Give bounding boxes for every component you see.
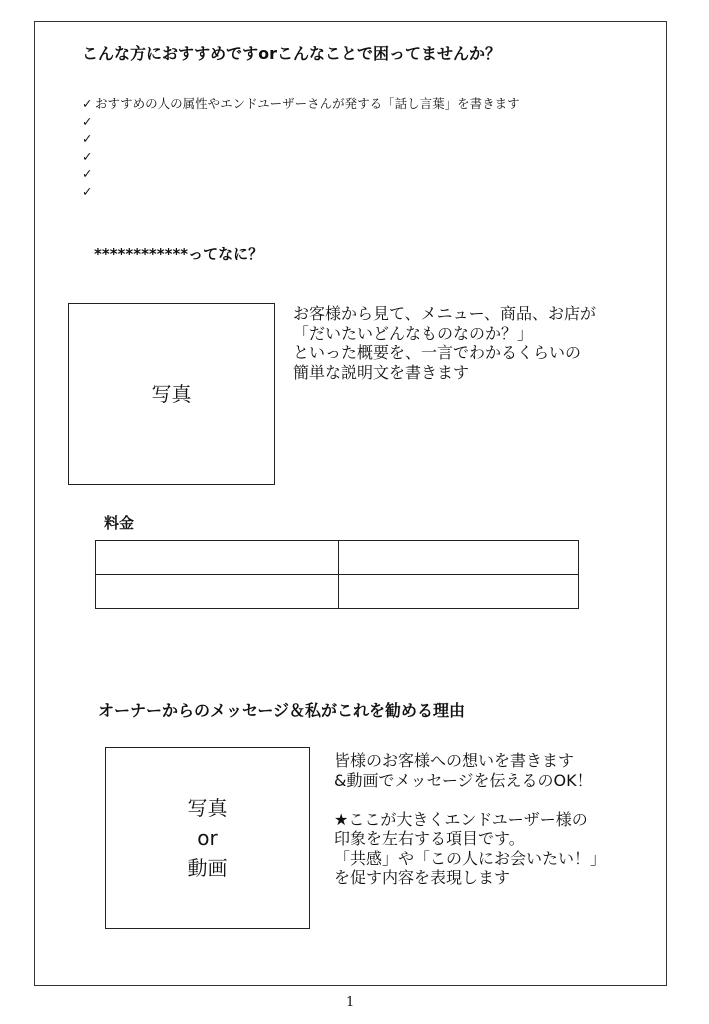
check-item (82, 183, 520, 201)
media-label (188, 793, 228, 883)
check-icon: ✓ (82, 96, 93, 111)
page-number: 1 (346, 995, 355, 1010)
message-line: を促す内容を表現します (334, 868, 511, 887)
table-row (96, 541, 579, 575)
description-line: 「だいたいどんなものなのか？」 (293, 323, 534, 343)
message-line: &動画でメッセージを伝えるのOK！ (334, 770, 593, 790)
check-item (82, 130, 520, 148)
check-icon: ✓ (82, 166, 93, 181)
pricing-heading: 料金 (104, 514, 135, 532)
media-label-line: 写真 (187, 796, 228, 820)
check-item (82, 165, 520, 183)
check-icon: ✓ (82, 113, 93, 129)
description-line: といった概要を、一言でわかるくらいの (293, 343, 582, 362)
recommendation-heading: こんな方におすすめですorこんなことで困ってませんか？ (82, 44, 502, 63)
check-icon: ✓ (82, 131, 93, 146)
message-line (334, 790, 606, 810)
description-line: お客様から見て、メニュー、商品、お店が (293, 304, 597, 323)
table-cell (339, 541, 579, 575)
table-cell (339, 575, 579, 609)
check-item (82, 148, 520, 166)
table-cell (96, 541, 339, 575)
check-icon: ✓ (82, 148, 93, 164)
check-icon: ✓ (82, 183, 93, 199)
media-placeholder (105, 747, 310, 929)
message-line: 皆様のお客様への想いを書きます (334, 751, 575, 770)
media-label-line: or (197, 826, 218, 850)
message-line: 「共感」や「この人にお会いたい！」 (334, 848, 607, 868)
product-description (293, 304, 596, 382)
check-item (82, 113, 520, 131)
owner-message-heading: オーナーからのメッセージ＆私がこれを勧める理由 (98, 701, 466, 720)
check-item-text: おすすめの人の属性やエンドユーザーさんが発する「話し言葉」を書きます (95, 96, 520, 111)
photo-label: 写真 (151, 382, 192, 406)
description-line: 簡単な説明文を書きます (293, 362, 470, 382)
product-intro-heading: ************ってなに？ (94, 245, 264, 263)
check-item (82, 95, 520, 113)
message-line: ★ここが大きくエンドユーザー様の (334, 809, 588, 829)
pricing-table (95, 540, 579, 609)
recommendation-checklist (82, 95, 520, 200)
table-row (96, 575, 579, 609)
photo-placeholder (68, 303, 275, 485)
message-line: 印象を左右する項目です。 (334, 829, 525, 848)
table-cell (96, 575, 339, 609)
owner-message (334, 751, 606, 888)
media-label-line: 動画 (187, 856, 228, 880)
